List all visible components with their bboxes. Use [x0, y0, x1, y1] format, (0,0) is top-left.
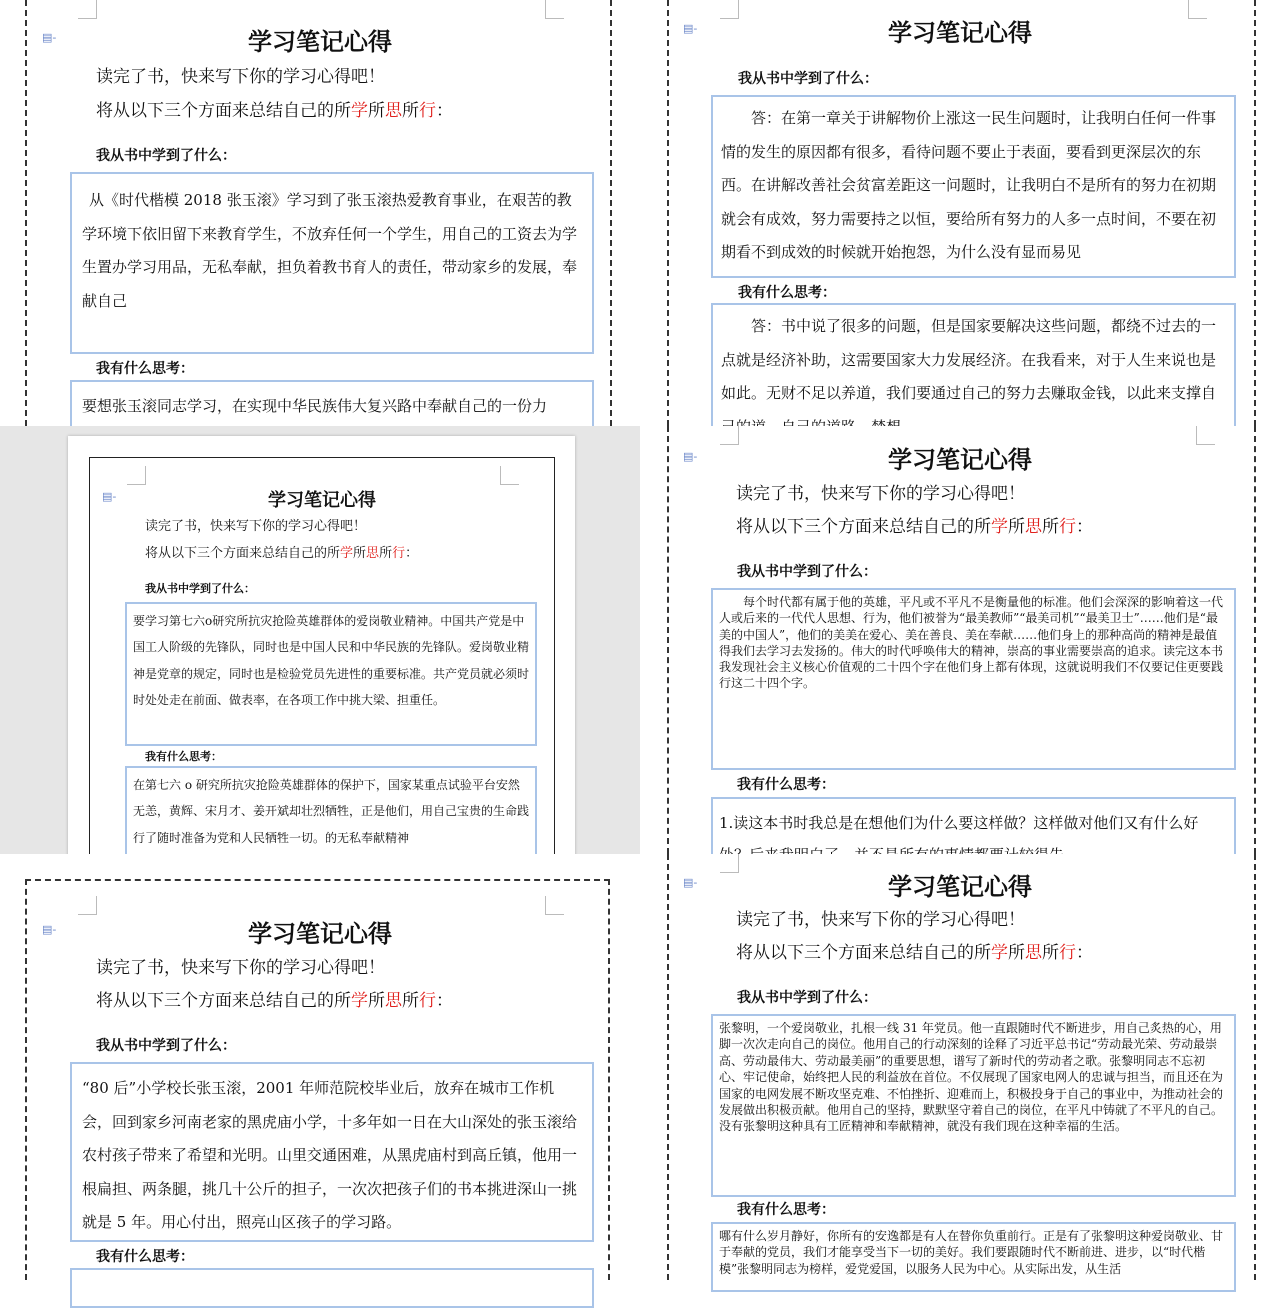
answer-text: 哪有什么岁月静好，你所有的安逸都是有人在替你负重前行。正是有了张黎明这种爱岗敬业、甘于奉献的党员，我们才能享受当下一切的美好。我们要跟随时代不断前进、进步，以“时代楷模”张黎明同志为榜样，爱党爱国，以服务人民为中心。从实际出发，从生活 [719, 1229, 1224, 1276]
answer-text: 从《时代楷模 2018 张玉滚》学习到了张玉滚热爱教育事业，在艰苦的教学环境下依旧留下来教育学生，不放弃任何一个学生，用自己的工资去为学生置办学习用品，无私奉献，担负着教书育人的责任，带动家乡的发展，奉献自己 [82, 191, 578, 310]
answer-box-thought[interactable] [711, 1222, 1236, 1292]
doc-title: 学习笔记心得 [888, 18, 1032, 47]
highlight-xue: 学 [340, 546, 354, 561]
answer-box-thought[interactable] [125, 766, 537, 866]
answer-box-learned[interactable] [711, 588, 1236, 770]
page-tile-3 [0, 426, 640, 854]
margin-mark [545, 0, 564, 19]
highlight-si: 思 [366, 546, 380, 561]
answer-text: 要想张玉滚同志学习，在实现中华民族伟大复兴路中奉献自己的一份力 [82, 397, 548, 415]
answer-text: 答：书中说了很多的问题，但是国家要解决这些问题，都绕不过去的一点就是经济补助，这需要国家大力发展经济。在我看来，对于人生来说也是如此。无财不足以养道，我们要通过自己的努力去赚取金钱，以此来支撑自 [721, 317, 1217, 402]
answer-text: 答：在第一章关于讲解物价上涨这一民生问题时，让我明白任何一件事情的发生的原因都有很多，看待问题不要止于表面，要看到更深层次的东西。在讲解改善社会贫富差距这一问题时，让我明白不是所有的努力在初期就会有成效，努力需要持之以恒，要给所有努力的人多一点时间，不要在初期看不到成效的时候就开始抱怨，为什么没有显而易见 [721, 109, 1217, 261]
doc-title: 学习笔记心得 [248, 919, 392, 948]
label-learned: 我从书中学到了什么： [738, 71, 878, 87]
page-border-right [1254, 854, 1256, 1280]
page-border-left [667, 854, 669, 1280]
page-border-right [610, 0, 612, 426]
answer-box-learned[interactable] [125, 602, 537, 746]
intro-line-1: 读完了书，快来写下你的学习心得吧！ [96, 67, 385, 87]
label-thought: 我有什么思考： [145, 750, 222, 763]
highlight-xing: 行 [419, 991, 436, 1011]
intro-text: 所 [368, 101, 385, 121]
document-icon: ▤- [683, 876, 698, 889]
answer-text: “80 后”小学校长张玉滚，2001 年师范院校毕业后，放弃在城市工作机会，回到家乡河南老家的黑虎庙小学，十多年如一日在大山深处的张玉滚给农村孩子带来了希望和光明。山里交通困难，从黑虎庙村到高丘镇，他用一根扁担、两条腿，挑几十公斤的担子，一次次把孩子们的书本挑进深山一挑就是 5 年。用心付出，照亮山区孩子的学习路。 [82, 1079, 578, 1231]
margin-mark [78, 896, 97, 915]
intro-text: 将从以下三个方面来总结自己的所 [96, 101, 351, 121]
intro-text: ： [436, 101, 453, 121]
doc-title: 学习笔记心得 [268, 490, 376, 511]
document-icon: ▤- [683, 22, 698, 35]
intro-text: 所 [1008, 943, 1025, 963]
page-border-right [1254, 0, 1256, 426]
highlight-xing: 行 [1059, 517, 1076, 537]
doc-title: 学习笔记心得 [888, 872, 1032, 901]
answer-text: 每个时代都有属于他的英雄，平凡或不平凡不是衡量他的标准。他们会深深的影响着这一代人或后来的一代代人思想、行为，他们被誉为“最美教师”“最美司机”“最美卫士”……他们是“最美的中国人”，他们的美美在爱心、美在善良、美在奉献……他们身上的那种高尚的精神是最值得我们去学习去发扬的。伟大的时代呼唤伟大的精神，崇高的事业需要崇高的追求。读完这本书我发现社会主义核心价值观的二十四个字在他们身上都有体现，这就说明我们不仅要记住更要践行这二十四个字。 [719, 595, 1224, 691]
page-tile-5 [0, 854, 640, 1280]
highlight-xue: 学 [351, 101, 368, 121]
margin-mark [500, 466, 519, 485]
label-thought: 我有什么思考： [737, 1202, 835, 1218]
intro-text: 所 [353, 546, 367, 561]
page-tile-4 [640, 426, 1280, 854]
page-border-left [667, 426, 669, 854]
highlight-xue: 学 [351, 991, 368, 1011]
document-icon: ▤- [102, 490, 117, 503]
intro-line-1: 读完了书，快来写下你的学习心得吧！ [736, 484, 1025, 504]
page-tile-6 [640, 854, 1280, 1280]
answer-box-learned[interactable] [711, 95, 1236, 278]
margin-mark [545, 896, 564, 915]
intro-line-1: 读完了书，快来写下你的学习心得吧！ [736, 910, 1025, 930]
highlight-xue: 学 [991, 943, 1008, 963]
answer-box-learned[interactable] [711, 1014, 1236, 1197]
answer-text: 要学习第七六o研究所抗灾抢险英雄群体的爱岗敬业精神。中国共产党是中国工人阶级的先锋队，同时也是中国人民和中华民族的先锋队。爱岗敬业精神是党章的规定，同时也是检验党员先进性的重要标准。共产党员就必须时时处处走在前面、做表率，在各项工作中挑大梁、担重任。 [133, 614, 530, 708]
intro-text: 所 [1042, 943, 1059, 963]
intro-line-1: 读完了书，快来写下你的学习心得吧！ [96, 958, 385, 978]
highlight-si: 思 [385, 101, 402, 121]
doc-title: 学习笔记心得 [888, 445, 1032, 474]
answer-text: 在第七六 o 研究所抗灾抢险英雄群体的保护下，国家某重点试验平台安然无恙，黄辉、宋月才、姜开斌却壮烈牺牲，正是他们，用自己宝贵的生命践行了随时准备为党和人民牺牲一切。的无私奉献精神 [133, 778, 530, 845]
intro-text: 所 [1042, 517, 1059, 537]
label-learned: 我从书中学到了什么： [145, 582, 255, 595]
intro-text: 将从以下三个方面来总结自己的所 [145, 546, 341, 561]
highlight-xing: 行 [392, 546, 406, 561]
answer-text: 张黎明，一个爱岗敬业，扎根一线 31 年党员。他一直跟随时代不断进步，用自己炙热的心，用脚一次次走向自己的岗位。他用自己的行动深刻的诠释了习近平总书记“劳动最光荣、劳动最崇高、劳动最伟大、劳动最美丽”的重要思想，谱写了新时代的劳动者之歌。张黎明同志不忘初心、牢记使命，始终把人民的利益放在首位。不仅展现了国家电网人的忠诚与担当，而且还在为国家的电网发展不断攻坚克难、不怕挫折、迎难而上，积极投身于自己的事业中，为推动社会的发展做出积极贡献。他用自己的坚持，默默坚守着自己的岗位，在平凡中铸就了不平凡的自己。没有张黎明这种具有工匠精神和奉献精神，就没有我们现在这种幸福的生活。 [719, 1021, 1224, 1134]
page-border-left [667, 0, 669, 426]
intro-text: 所 [402, 101, 419, 121]
answer-box-thought[interactable] [70, 1268, 594, 1308]
intro-text: 所 [379, 546, 393, 561]
margin-mark [78, 0, 97, 19]
label-learned: 我从书中学到了什么： [737, 990, 877, 1006]
intro-line-2 [736, 512, 1093, 537]
document-icon: ▤- [42, 923, 57, 936]
intro-text: ： [1076, 517, 1093, 537]
answer-box-learned[interactable] [70, 172, 594, 354]
document-icon: ▤- [683, 450, 698, 463]
page-tile-2 [640, 0, 1280, 426]
document-icon: ▤- [42, 31, 57, 44]
intro-line-2 [96, 96, 453, 121]
answer-text: 1.读这本书时我总是在想他们为什么要这样做？这样做对他们又有什么好 [719, 814, 1199, 832]
answer-box-learned[interactable] [70, 1062, 594, 1242]
intro-text: 将从以下三个方面来总结自己的所 [96, 991, 351, 1011]
intro-line-1: 读完了书，快来写下你的学习心得吧！ [145, 519, 367, 534]
page-tile-1 [0, 0, 640, 426]
intro-text: 所 [1008, 517, 1025, 537]
highlight-si: 思 [1025, 943, 1042, 963]
intro-text: 将从以下三个方面来总结自己的所 [736, 943, 991, 963]
intro-text: ： [1076, 943, 1093, 963]
page-border-top [25, 879, 610, 881]
intro-line-2 [96, 986, 453, 1011]
answer-box-thought[interactable] [711, 303, 1236, 443]
intro-line-2 [145, 542, 418, 561]
highlight-xing: 行 [419, 101, 436, 121]
label-thought: 我有什么思考： [738, 285, 836, 301]
label-learned: 我从书中学到了什么： [96, 1038, 236, 1054]
page-border-right [1254, 426, 1256, 854]
margin-mark [127, 466, 146, 485]
highlight-xing: 行 [1059, 943, 1076, 963]
intro-text: 所 [402, 991, 419, 1011]
intro-line-2 [736, 938, 1093, 963]
label-learned: 我从书中学到了什么： [737, 564, 877, 580]
label-thought: 我有什么思考： [96, 361, 194, 377]
highlight-si: 思 [385, 991, 402, 1011]
intro-text: ： [405, 546, 419, 561]
label-thought: 我有什么思考： [737, 777, 835, 793]
intro-text: 所 [368, 991, 385, 1011]
highlight-si: 思 [1025, 517, 1042, 537]
doc-title: 学习笔记心得 [248, 27, 392, 56]
label-thought: 我有什么思考： [96, 1249, 194, 1265]
intro-text: ： [436, 991, 453, 1011]
label-learned: 我从书中学到了什么： [96, 148, 236, 164]
page-border-left [25, 0, 27, 426]
highlight-xue: 学 [991, 517, 1008, 537]
intro-text: 将从以下三个方面来总结自己的所 [736, 517, 991, 537]
